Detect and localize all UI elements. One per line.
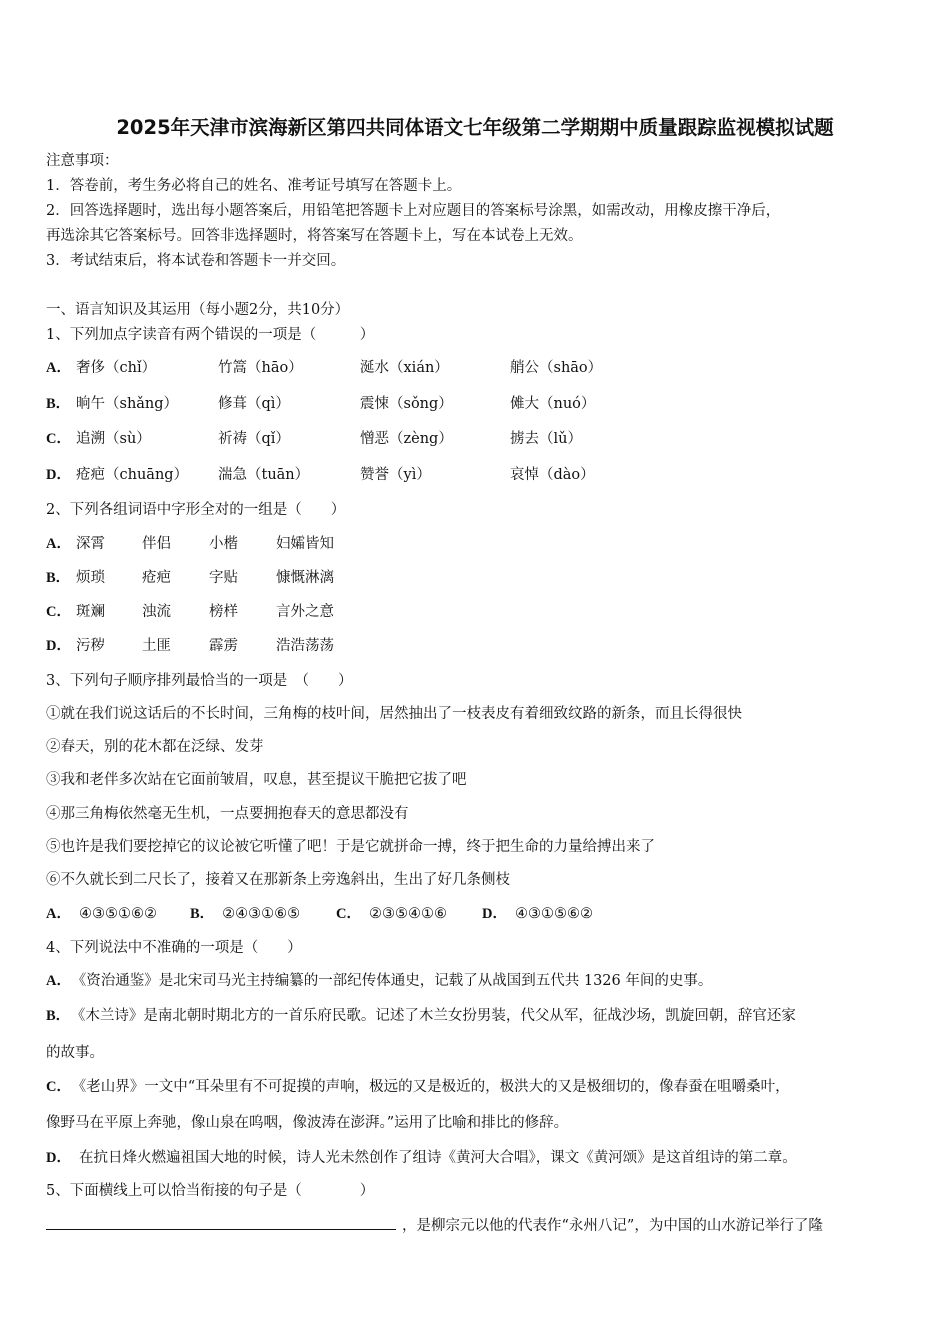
q2-option-item: 浊流 [142, 604, 171, 620]
q1-option-item: 追溯（sù） [76, 431, 151, 447]
q1-option-item: 竹篙（hāo） [218, 360, 303, 376]
q4-option-a: A． 《资治通鉴》是北宋司马光主持编纂的一部纪传体通史，记载了从战国到五代共 1326 年间的史事。 [46, 973, 713, 989]
q2-option-item: 字贴 [209, 570, 238, 586]
q4-option-b: B． 《木兰诗》是南北朝时期北方的一首乐府民歌。记述了木兰女扮男装，代父从军，征战沙场，凯旋回朝，辞官还家 [46, 1008, 796, 1024]
q3-option: A． ④③⑤①⑥② [46, 906, 157, 922]
notice-item: 1．答卷前，考生务必将自己的姓名、准考证号填写在答题卡上。 [46, 178, 462, 194]
q1-option-item: 疮疤（chuāng） [76, 467, 189, 483]
question-4-stem: 4、下列说法中不准确的一项是（ ） [46, 940, 302, 956]
notice-item: 3．考试结束后，将本试卷和答题卡一并交回。 [46, 253, 346, 269]
q1-option-item: 涎水（xián） [360, 360, 449, 376]
q2-option-item: 斑斓 [76, 604, 105, 620]
q1-option-item: 修葺（qì） [218, 396, 290, 412]
question-1-stem: 1、下列加点字读音有两个错误的一项是（ ） [46, 327, 375, 343]
q5-fill-line: ，是柳宗元以他的代表作“永州八记”，为中国的山水游记举行了隆 [46, 1215, 823, 1236]
q3-sentence: ②春天，别的花木都在泛绿、发芽 [46, 739, 264, 755]
q2-option-item: 妇孀皆知 [276, 536, 334, 552]
notice-item: 2．回答选择题时，选出每小题答案后，用铅笔把答题卡上对应题目的答案标号涂黑，如需改动，用橡皮擦干净后， [46, 203, 781, 219]
q1-option-item: 掳去（lǔ） [510, 431, 582, 447]
q2-option-label: A． [46, 536, 71, 552]
q3-sentence: ①就在我们说这话后的不长时间，三角梅的枝叶间，居然抽出了一枝表皮有着细致纹路的新条，而且长得很快 [46, 706, 742, 722]
q2-option-item: 烦琐 [76, 570, 105, 586]
q2-option-label: B． [46, 570, 71, 586]
q2-option-item: 霹雳 [209, 638, 238, 654]
q1-option-item: 震悚（sǒng） [360, 396, 453, 412]
q1-option-label: A． [46, 360, 71, 376]
q2-option-label: D． [46, 638, 71, 654]
q1-option-label: B． [46, 396, 71, 412]
q1-option-item: 艄公（shāo） [510, 360, 603, 376]
q2-option-item: 伴侣 [142, 536, 171, 552]
q1-option-item: 祈祷（qǐ） [218, 431, 290, 447]
q2-option-item: 慷慨淋漓 [276, 570, 334, 586]
q3-sentence: ⑥不久就长到二尺长了，接着又在那新条上旁逸斜出，生出了好几条侧枝 [46, 872, 510, 888]
q3-option: B． ②④③①⑥⑤ [190, 906, 301, 922]
q3-sentence: ④那三角梅依然毫无生机，一点要拥抱春天的意思都没有 [46, 806, 409, 822]
q3-sentence: ⑤也许是我们要挖掉它的议论被它听懂了吧！于是它就拼命一搏，终于把生命的力量给搏出来了 [46, 839, 655, 855]
q3-sentence: ③我和老伴多次站在它面前皱眉，叹息，甚至提议干脆把它拔了吧 [46, 772, 467, 788]
q4-option-c: C． 《老山界》一文中“耳朵里有不可捉摸的声响，极远的又是极近的，极洪大的又是极细切的，像春蚕在咀嚼桑叶， [46, 1079, 790, 1095]
q2-option-item: 榜样 [209, 604, 238, 620]
q3-option: D． ④③①⑤⑥② [482, 906, 593, 922]
notice-heading: 注意事项： [46, 153, 119, 169]
question-2-stem: 2、下列各组词语中字形全对的一组是（ ） [46, 502, 346, 518]
q2-option-item: 污秽 [76, 638, 105, 654]
q1-option-item: 湍急（tuān） [218, 467, 310, 483]
notice-item: 再选涂其它答案标号。回答非选择题时，将答案写在答题卡上，写在本试卷上无效。 [46, 228, 583, 244]
q2-option-item: 浩浩荡荡 [276, 638, 334, 654]
q1-option-item: 哀悼（dào） [510, 467, 595, 483]
q1-option-item: 傩大（nuó） [510, 396, 596, 412]
q1-option-item: 赞誉（yì） [360, 467, 431, 483]
q4-option-d: D． 在抗日烽火燃遍祖国大地的时候，诗人光未然创作了组诗《黄河大合唱》，课文《黄河颂》是这首组诗的第二章。 [46, 1150, 797, 1166]
q1-option-label: D． [46, 467, 71, 483]
page-title: 2025年天津市滨海新区第四共同体语文七年级第二学期期中质量跟踪监视模拟试题 [116, 116, 834, 139]
q2-option-item: 小楷 [209, 536, 238, 552]
q2-option-item: 深霄 [76, 536, 105, 552]
answer-blank[interactable] [46, 1215, 396, 1230]
q2-option-item: 言外之意 [276, 604, 334, 620]
q3-option: C． ②③⑤④①⑥ [336, 906, 447, 922]
q2-option-item: 疮疤 [142, 570, 171, 586]
q1-option-label: C． [46, 431, 71, 447]
question-3-stem: 3、下列句子顺序排列最恰当的一项是 （ ） [46, 673, 353, 689]
q1-option-item: 奢侈（chǐ） [76, 360, 157, 376]
question-5-stem: 5、下面横线上可以恰当衔接的句子是（ ） [46, 1183, 375, 1199]
q4-option-b-continued: 的故事。 [46, 1045, 104, 1061]
q2-option-item: 土匪 [142, 638, 171, 654]
q1-option-item: 晌午（shǎng） [76, 396, 179, 412]
section-heading: 一、语言知识及其运用（每小题2分，共10分） [46, 302, 350, 318]
q1-option-item: 憎恶（zèng） [360, 431, 453, 447]
q2-option-label: C． [46, 604, 71, 620]
q4-option-c-continued: 像野马在平原上奔驰，像山泉在呜咽，像波涛在澎湃。”运用了比喻和排比的修辞。 [46, 1115, 569, 1131]
